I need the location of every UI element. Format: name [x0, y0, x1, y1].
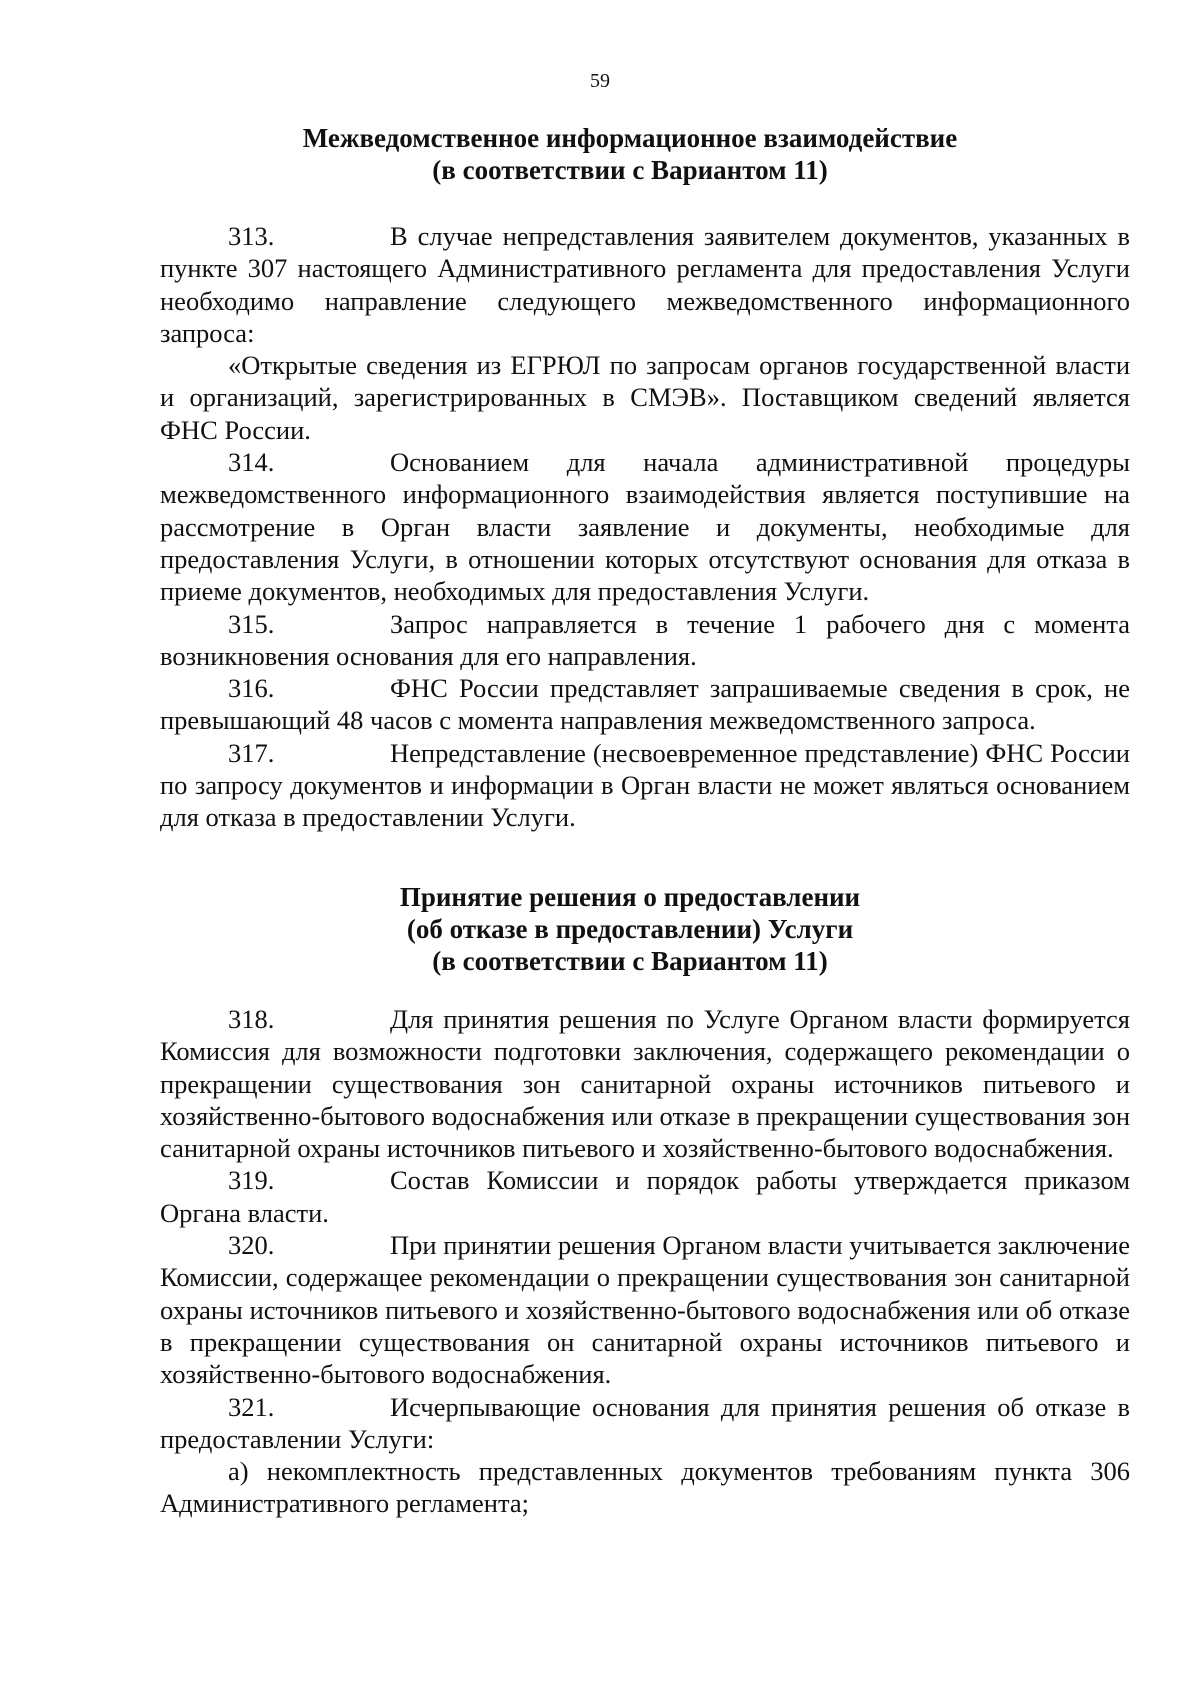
paragraph-list-item-a	[160, 1455, 1130, 1520]
page-number: 59	[590, 70, 610, 92]
heading-line: (об отказе в предоставлении) Услуги	[406, 914, 854, 944]
paragraph-number: 321.	[228, 1391, 275, 1422]
paragraph-321	[160, 1391, 1130, 1456]
paragraph-315	[160, 608, 1130, 673]
paragraph-number: 317.	[228, 737, 275, 768]
paragraph-320	[160, 1229, 1130, 1390]
paragraph-quote	[160, 349, 1130, 446]
heading-line: (в соответствии с Вариантом 11)	[432, 155, 828, 185]
paragraph-text: При принятии решения Органом власти учитывается заключение Комиссии, содержащее рекомендации о прекращении существования зон санитарной охраны источников питьевого и хозяйственно-бытового водоснабжения или об отказе в прекращении существования он санитарной охраны источников питьевого и хозяйственно-бытового водоснабжения.	[160, 1230, 1130, 1390]
paragraph-314	[160, 446, 1130, 607]
paragraph-313	[160, 220, 1130, 349]
heading-line: Принятие решения о предоставлении	[399, 882, 861, 912]
heading-line: Межведомственное информационное взаимодействие	[302, 123, 958, 153]
section-heading	[140, 122, 1120, 186]
heading-line: (в соответствии с Вариантом 11)	[432, 946, 828, 976]
paragraph-text: Для принятия решения по Услуге Органом власти формируется Комиссия для возможности подготовки заключения, содержащего рекомендации о прекращении существования зон санитарной охраны источников питьевого и хозяйственно-бытового водоснабжения или отказе в прекращении существования зон санитарной охраны источников питьевого и хозяйственно-бытового водоснабжения.	[160, 1004, 1130, 1164]
paragraph-text: Запрос направляется в течение 1 рабочего дня с момента возникновения основания для его направления.	[160, 608, 1130, 671]
paragraph-number: 319.	[228, 1165, 275, 1196]
paragraph-text: Состав Комиссии и порядок работы утверждается приказом Органа власти.	[160, 1165, 1130, 1228]
paragraph-text: В случае непредставления заявителем документов, указанных в пункте 307 настоящего Административного регламента для предоставления Услуги необходимо направление следующего межведомственного информационного запроса:	[160, 221, 1130, 348]
paragraph-number: 314.	[228, 447, 275, 478]
paragraph-text: Основанием для начала административной процедуры межведомственного информационного взаимодействия является поступившие на рассмотрение в Орган власти заявление и документы, необходимые для предоставления Услуги, в отношении которых отсутствуют основания для отказа в приеме документов, необходимых для предоставления Услуги.	[160, 447, 1130, 607]
paragraph-text: а) некомплектность представленных документов требованиям пункта 306 Административного регламента;	[160, 1456, 1130, 1519]
paragraph-number: 318.	[228, 1004, 275, 1034]
paragraph-number: 315.	[228, 608, 275, 639]
paragraph-text: «Открытые сведения из ЕГРЮЛ по запросам органов государственной власти и организаций, зарегистрированных в СМЭВ». Поставщиком сведений является ФНС России.	[160, 350, 1130, 445]
section-body	[160, 1003, 1130, 1520]
section-heading	[140, 881, 1120, 977]
paragraph-317	[160, 737, 1130, 834]
paragraph-319	[160, 1164, 1130, 1229]
paragraph-text: ФНС России представляет запрашиваемые сведения в срок, не превышающий 48 часов с момента направления межведомственного запроса.	[160, 673, 1130, 736]
paragraph-number: 320.	[228, 1230, 275, 1261]
paragraph-text: Непредставление (несвоевременное представление) ФНС России по запросу документов и информации в Орган власти не может являться основанием для отказа в предоставлении Услуги.	[160, 737, 1130, 833]
paragraph-number: 316.	[228, 673, 275, 704]
paragraph-316	[160, 672, 1130, 737]
paragraph-number: 313.	[228, 221, 275, 251]
paragraph-318	[160, 1003, 1130, 1164]
section-body	[160, 220, 1130, 834]
paragraph-text: Исчерпывающие основания для принятия решения об отказе в предоставлении Услуги:	[160, 1391, 1130, 1454]
